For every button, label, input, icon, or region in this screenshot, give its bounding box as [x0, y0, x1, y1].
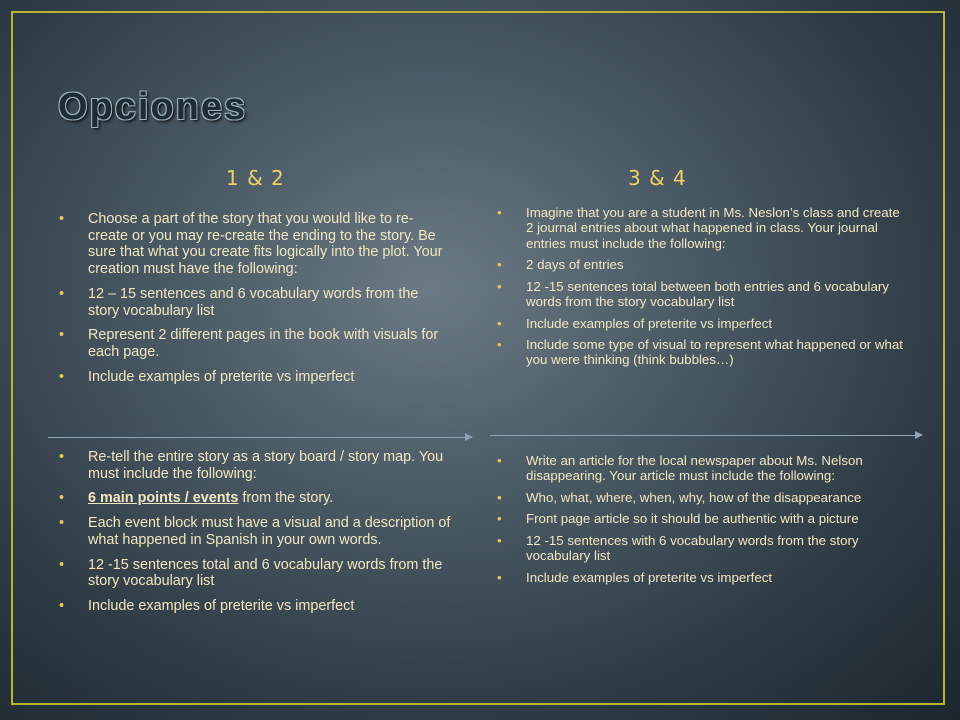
bullet-icon: • — [59, 490, 65, 507]
bullet-icon: • — [497, 257, 502, 273]
list-item: • 12 -15 sentences with 6 vocabulary words from the story vocabulary list — [497, 532, 859, 564]
bullet-icon: • — [497, 453, 502, 468]
bullet-icon: • — [59, 597, 65, 614]
list-item: • 2 days of entries — [497, 257, 624, 273]
emphasized-text: 6 main points / events — [88, 490, 239, 507]
bullet-icon: • — [59, 211, 65, 227]
left-section-1-list — [59, 211, 451, 393]
right-section-2-list — [497, 453, 909, 591]
column-heading-1-2: 1 & 2 — [226, 166, 285, 190]
bullet-icon: • — [497, 511, 502, 527]
left-section-2-list — [59, 449, 451, 623]
list-item: • 12 -15 sentences total and 6 vocabulary words from the story vocabulary list — [59, 556, 443, 590]
bullet-icon: • — [497, 278, 502, 294]
list-item: • Include examples of preterite vs imperfect — [497, 569, 773, 585]
list-item: • Choose a part of the story that you would like to re-create or you may re-create the ending to the story. Be sure that what you create fits logically into the plot. Your creation must have the following: — [59, 211, 443, 278]
list-item: • 12 – 15 sentences and 6 vocabulary words from the story vocabulary list — [59, 285, 419, 319]
column-heading-3-4: 3 & 4 — [628, 166, 687, 190]
list-item: • Include examples of preterite vs imperfect — [497, 315, 773, 331]
list-item: • Represent 2 different pages in the book with visuals for each page. — [59, 327, 439, 360]
divider-arrow-left — [48, 437, 472, 438]
right-section-1-list — [497, 205, 909, 374]
list-item: • Include examples of preterite vs imperfect — [59, 597, 355, 614]
bullet-icon: • — [497, 489, 502, 505]
divider-arrow-right — [490, 435, 922, 436]
bullet-icon: • — [59, 449, 65, 465]
list-item: • Front page article so it should be authentic with a picture — [497, 511, 859, 527]
bullet-icon: • — [59, 556, 65, 573]
bullet-icon: • — [497, 336, 502, 352]
list-item: • Who, what, where, when, why, how of the disappearance — [497, 489, 862, 505]
bullet-icon: • — [497, 205, 502, 220]
bullet-icon: • — [59, 368, 65, 385]
bullet-icon: • — [59, 327, 65, 344]
list-item: • Include examples of preterite vs imperfect — [59, 368, 355, 385]
bullet-icon: • — [59, 515, 65, 532]
list-item: • Re-tell the entire story as a story board / story map. You must include the following: — [59, 449, 444, 482]
list-item: • Write an article for the local newspaper about Ms. Nelson disappearing. Your article must include the following: — [497, 453, 863, 484]
list-item: • Imagine that you are a student in Ms. Neslon’s class and create 2 journal entries about what happened in class. Your journal entries must include the following: — [497, 205, 900, 251]
list-item: • Each event block must have a visual and a description of what happened in Spanish in your own words. — [59, 515, 451, 548]
list-item: • 12 -15 sentences total between both entries and 6 vocabulary words from the story vocabulary list — [497, 278, 889, 310]
list-item: • 6 main points / events from the story. — [59, 490, 334, 507]
slide-title: Opciones — [58, 86, 248, 128]
bullet-icon: • — [497, 569, 502, 585]
bullet-icon: • — [497, 315, 502, 331]
bullet-icon: • — [497, 532, 502, 548]
bullet-icon: • — [59, 285, 65, 302]
list-item: • Include some type of visual to represent what happened or what you were thinking (think bubbles…) — [497, 336, 903, 368]
